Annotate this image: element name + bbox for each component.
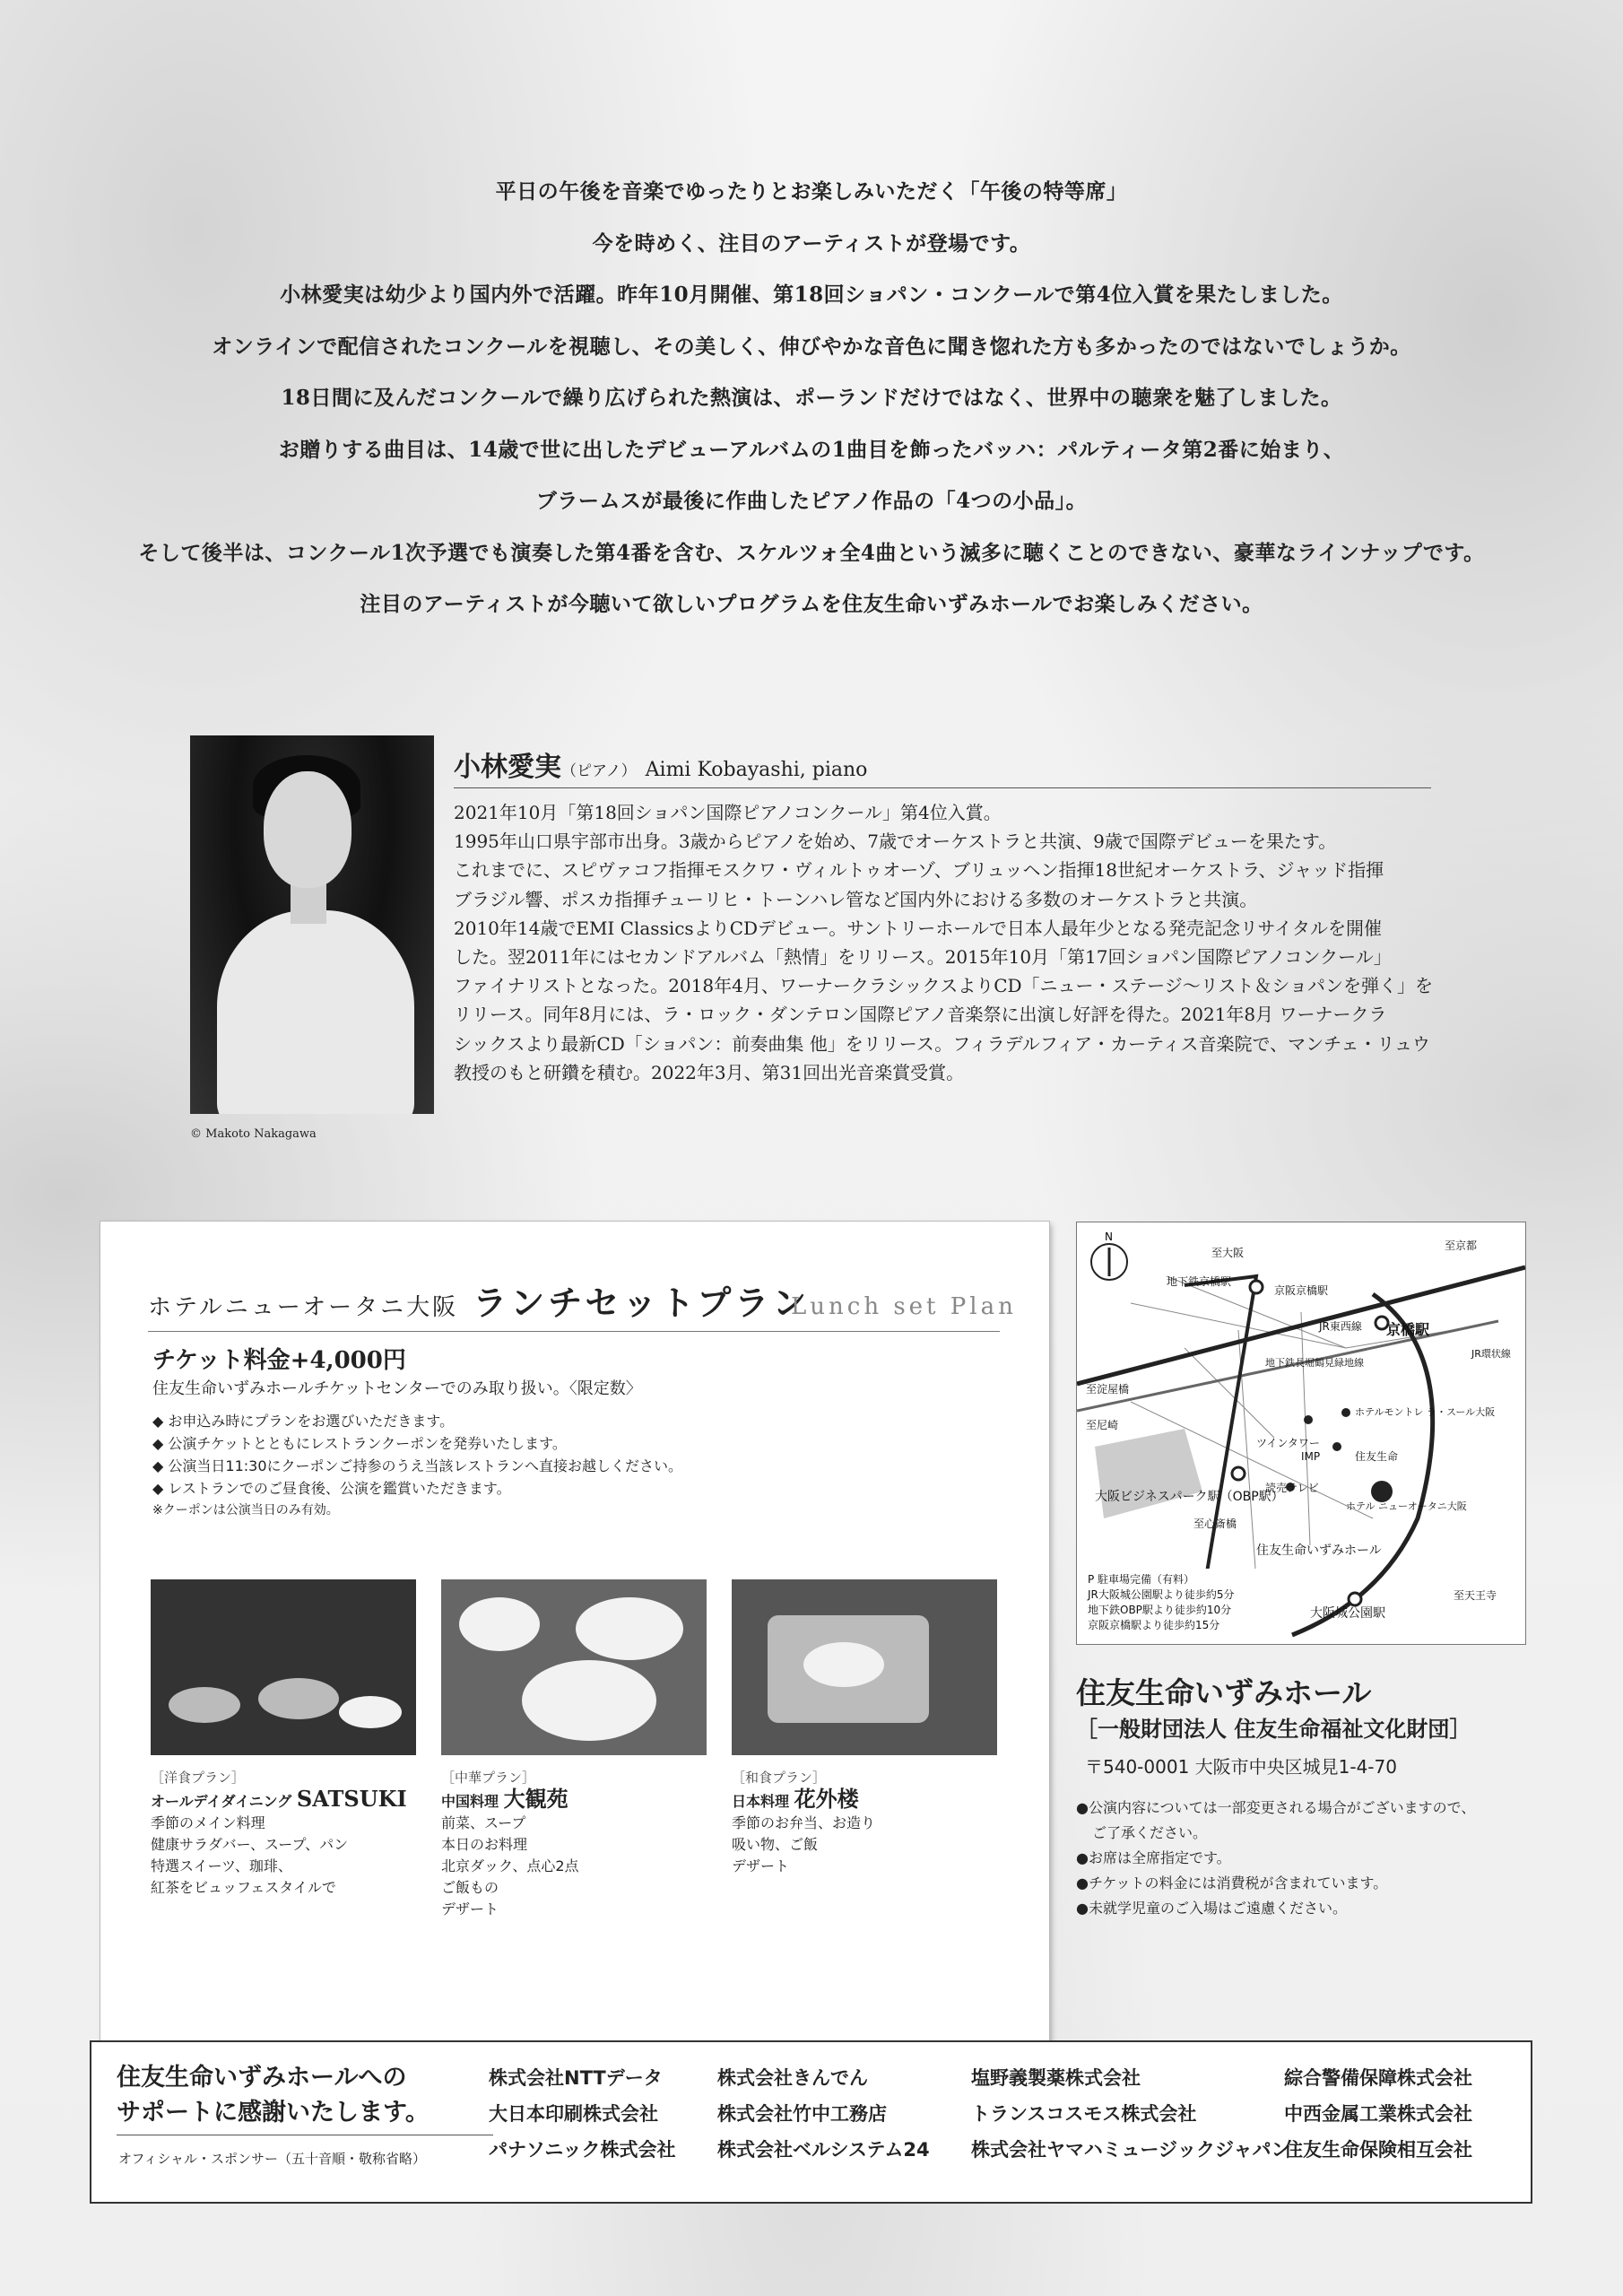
price-note: 住友生命いずみホールチケットセンターでのみ取り扱い。〈限定数〉	[152, 1379, 642, 1398]
map-label: 至淀屋橋	[1086, 1383, 1130, 1396]
access-line: P 駐車場完備（有料）	[1088, 1573, 1195, 1586]
sponsor-column	[1284, 2060, 1472, 2168]
sponsor-name: 大日本印刷株式会社	[489, 2103, 658, 2125]
sponsor-name: 綜合警備保障株式会社	[1284, 2067, 1472, 2089]
access-line: 京阪京橋駅より徒歩約15分	[1088, 1619, 1220, 1631]
plan-bullets	[152, 1410, 682, 1522]
artist-name: 小林愛実	[454, 752, 561, 783]
access-line: 地下鉄OBP駅より徒歩約10分	[1088, 1604, 1232, 1616]
bio-line: 2010年14歳でEMI ClassicsよりCDデビュー。サントリーホールで日本人最年少となる発売記念リサイタルを開催	[454, 917, 1383, 939]
bullet-item: ◆ レストランでのご昼食後、公演を鑑賞いただきます。	[152, 1480, 511, 1497]
map-label: JR環状線	[1471, 1348, 1511, 1360]
sponsor-name: 株式会社ベルシステム24	[717, 2139, 930, 2161]
lunch-title	[148, 1275, 810, 1325]
map-label: ホテルモントレ ラ・スール大阪	[1355, 1406, 1496, 1418]
intro-line: 今を時めく、注目のアーティストが登場です。	[592, 230, 1031, 256]
station-label: 大阪城公園駅	[1310, 1606, 1385, 1621]
bullet-item: ◆ 公演当日11:30にクーポンご持参のうえ当該レストランへ直接お越しください。	[152, 1457, 683, 1474]
sponsor-name: 株式会社NTTデータ	[489, 2067, 663, 2089]
photo-credit: © Makoto Nakagawa	[190, 1127, 317, 1141]
intro-line: ブラームスが最後に作曲したピアノ作品の「4つの小品」。	[535, 489, 1088, 513]
intro-line: 18日間に及んだコンクールで繰り広げられた熱演は、ポーランドだけではなく、世界中の聴衆を魅了しました。	[281, 386, 1342, 410]
ticket-price: チケット料金+4,000円	[152, 1347, 406, 1374]
note-item: ●お席は全席指定です。	[1076, 1849, 1231, 1866]
map-label: 地下鉄京橋駅	[1167, 1275, 1232, 1288]
svg-text:N: N	[1105, 1231, 1113, 1243]
artist-name-en: Aimi Kobayashi, piano	[645, 759, 868, 781]
map-label: 至尼崎	[1086, 1419, 1119, 1431]
bio-line: ファイナリストとなった。2018年4月、ワーナークラシックスよりCD「ニュー・ステージ～リスト＆ショパンを弾く」を	[454, 975, 1433, 997]
bio-line: これまでに、スピヴァコフ指揮モスクワ・ヴィルトゥオーゾ、ブリュッヘン指揮18世紀オーケストラ、ジャッド指揮	[454, 859, 1384, 882]
intro-text	[0, 166, 1623, 631]
sponsor-column	[489, 2060, 676, 2168]
map-label: ツインタワー	[1256, 1437, 1320, 1449]
bio-header	[454, 744, 1431, 788]
artist-photo	[190, 735, 434, 1114]
sponsor-name: パナソニック株式会社	[489, 2139, 676, 2161]
map-label: 至京都	[1445, 1239, 1478, 1252]
artist-role: （ピアノ）	[561, 762, 637, 780]
hall-address: 〒540-0001 大阪市中央区城見1-4-70	[1085, 1756, 1397, 1778]
map-label: 至心斎橋	[1193, 1518, 1237, 1530]
coupon-note: ※クーポンは公演当日のみ有効。	[152, 1503, 339, 1518]
intro-line: 平日の午後を音楽でゆったりとお楽しみいただく「午後の特等席」	[495, 179, 1128, 204]
map-label: 地下鉄長堀鶴見緑地線	[1265, 1357, 1364, 1369]
sponsor-official: オフィシャル・スポンサー（五十音順・敬称省略）	[118, 2151, 427, 2167]
hotel-name: ホテルニューオータニ大阪	[148, 1294, 459, 1321]
map-label: 至天王寺	[1454, 1589, 1497, 1602]
bio-line: 2021年10月「第18回ショパン国際ピアノコンクール」第4位入賞。	[454, 802, 1002, 823]
hall-name: 住友生命いずみホール	[1076, 1675, 1372, 1710]
station-label: 大阪ビジネスパーク駅（OBP駅）	[1095, 1490, 1284, 1504]
chinese-plan: ［中華プラン］ 中国料理 大観苑 前菜、スープ 本日のお料理 北京ダック、点心2点 ご飯もの デザート	[441, 1770, 579, 1918]
plan-title: ランチセットプラン	[473, 1283, 811, 1323]
map-label: 至大阪	[1211, 1247, 1245, 1259]
sponsor-name: 中西金属工業株式会社	[1284, 2103, 1472, 2125]
sponsor-column	[717, 2060, 930, 2168]
sponsor-thanks: 住友生命いずみホールへの サポートに感謝いたします。	[117, 2064, 430, 2126]
bio-line: シックスより最新CD「ショパン：前奏曲集 他」をリリース。フィラデルフィア・カーティス音楽院で、マンチェ・リュウ	[454, 1032, 1430, 1055]
bio-line: した。翌2011年にはセカンドアルバム「熱情」をリリース。2015年10月「第17回ショパン国際ピアノコンクール」	[454, 946, 1392, 969]
intro-line: お贈りする曲目は、14歳で世に出したデビューアルバムの1曲目を飾ったバッハ：パルティータ第2番に始まり、	[278, 437, 1345, 462]
notes	[1076, 1796, 1475, 1921]
access-line: JR大阪城公園駅より徒歩約5分	[1088, 1588, 1235, 1601]
intro-line: 注目のアーティストが今聴いて欲しいプログラムを住友生命いずみホールでお楽しみください。	[360, 592, 1263, 616]
japanese-plan: ［和食プラン］ 日本料理 花外楼 季節のお弁当、お造り 吸い物、ご飯 デザート	[732, 1770, 876, 1874]
note-item: ●チケットの料金には消費税が含まれています。	[1076, 1874, 1388, 1892]
bio-text	[454, 798, 1440, 1087]
bullet-item: ◆ 公演チケットとともにレストランクーポンを発券いたします。	[152, 1435, 567, 1452]
sponsor-name: 株式会社竹中工務店	[717, 2103, 887, 2125]
map-label: ホテル ニューオータニ大阪	[1346, 1500, 1467, 1512]
access-map	[1076, 1222, 1526, 1645]
map-label: JR東西線	[1319, 1320, 1362, 1333]
sponsor-column	[971, 2060, 1290, 2168]
japanese-plan-photo	[732, 1579, 997, 1755]
intro-line: オンラインで配信されたコンクールを視聴し、その美しく、伸びやかな音色に聞き惚れた方も多かったのではないでしょうか。	[212, 334, 1411, 359]
sponsor-name: 塩野義製薬株式会社	[971, 2067, 1141, 2089]
map-label: 住友生命	[1355, 1450, 1399, 1463]
map-label: 住友生命いずみホール	[1256, 1544, 1382, 1558]
chinese-plan-photo	[441, 1579, 707, 1755]
bio-line: ブラジル響、ポスカ指揮チューリヒ・トーンハレ管など国内外における多数のオーケストラと共演。	[454, 888, 1258, 910]
map-label: 読売テレビ	[1265, 1482, 1319, 1494]
map-label: 京阪京橋駅	[1274, 1284, 1329, 1297]
sponsor-name: 株式会社きんでん	[717, 2067, 868, 2089]
intro-line: 小林愛実は幼少より国内外で活躍。昨年10月開催、第18回ショパン・コンクールで第4位入賞を果たしました。	[280, 283, 1343, 307]
divider	[148, 1331, 1000, 1332]
map-label: IMP	[1301, 1450, 1321, 1463]
note-item: ●公演内容については一部変更される場合がございますので、	[1076, 1799, 1476, 1816]
lunch-plan-card	[100, 1222, 1049, 2118]
sponsor-name: 住友生命保険相互会社	[1284, 2139, 1472, 2161]
bio-line: 1995年山口県宇部市出身。3歳からピアノを始め、7歳でオーケストラと共演、9歳で国際デビューを果たす。	[454, 831, 1337, 853]
sponsor-name: 株式会社ヤマハミュージックジャパン	[971, 2139, 1290, 2161]
bio-line: リリース。同年8月には、ラ・ロック・ダンテロン国際ピアノ音楽祭に出演し好評を得た。2021年8月 ワーナークラ	[454, 1004, 1387, 1026]
sponsor-name: トランスコスモス株式会社	[971, 2103, 1197, 2125]
note-item: ご了承ください。	[1092, 1824, 1208, 1841]
bullet-item: ◆ お申込み時にプランをお選びいただきます。	[152, 1413, 455, 1430]
western-plan: ［洋食プラン］ オールデイダイニング SATSUKI 季節のメイン料理 健康サラダバー、スープ、パン 特選スイーツ、珈琲、 紅茶をビュッフェスタイルで	[151, 1770, 407, 1896]
station-label: 京橋駅	[1386, 1321, 1430, 1338]
intro-line: そして後半は、コンクール1次予選でも演奏した第4番を含む、スケルツォ全4曲という滅多に聴くことのできない、豪華なラインナップです。	[138, 540, 1485, 565]
plan-title-en: Lunch set Plan	[791, 1293, 1017, 1320]
bio-line: 教授のもと研鑽を積む。2022年3月、第31回出光音楽賞受賞。	[454, 1061, 965, 1083]
western-plan-photo	[151, 1579, 416, 1755]
hall-org: ［一般財団法人 住友生命福祉文化財団］	[1076, 1717, 1471, 1742]
note-item: ●未就学児童のご入場はご遠慮ください。	[1076, 1900, 1347, 1917]
